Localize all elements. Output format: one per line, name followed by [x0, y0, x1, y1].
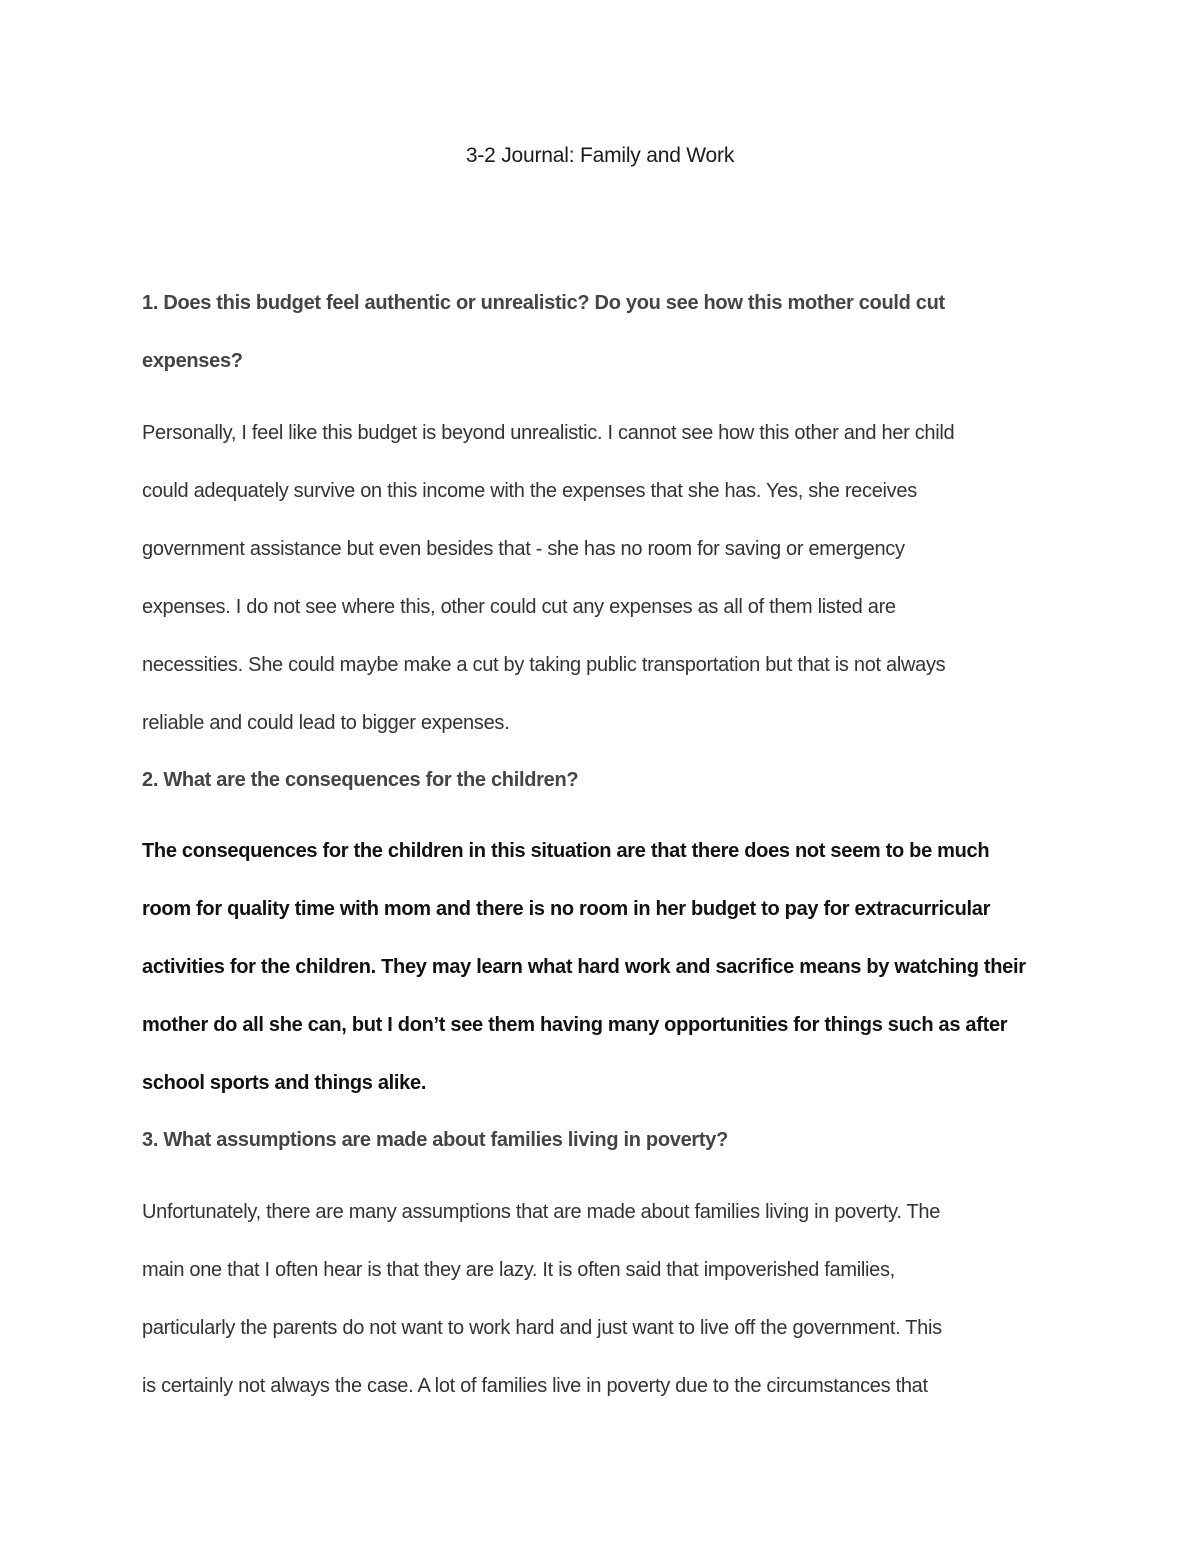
- answer-3-line: Unfortunately, there are many assumptions that are made about families living in poverty. The: [142, 1201, 941, 1223]
- answer-2-line: room for quality time with mom and there is no room in her budget to pay for extracurricular: [142, 898, 991, 920]
- answer-3-line: main one that I often hear is that they are lazy. It is often said that impoverished families,: [142, 1259, 895, 1281]
- answer-2-line: activities for the children. They may learn what hard work and sacrifice means by watching their: [142, 956, 1026, 978]
- question-1: [142, 274, 1072, 390]
- answer-1-line: expenses. I do not see where this, other could cut any expenses as all of them listed are: [142, 596, 896, 618]
- answer-2-line: mother do all she can, but I don’t see them having many opportunities for things such as after: [142, 1014, 1008, 1036]
- answer-3: [142, 1183, 1072, 1415]
- answer-1-line: necessities. She could maybe make a cut by taking public transportation but that is not always: [142, 654, 946, 676]
- answer-1-line: reliable and could lead to bigger expenses.: [142, 712, 510, 734]
- question-1-line: expenses?: [142, 350, 243, 372]
- answer-3-line: is certainly not always the case. A lot of families live in poverty due to the circumstances that: [142, 1375, 928, 1397]
- answer-1-line: could adequately survive on this income with the expenses that she has. Yes, she receives: [142, 480, 917, 502]
- answer-1-line: government assistance but even besides that - she has no room for saving or emergency: [142, 538, 905, 560]
- question-3-line: 3. What assumptions are made about families living in poverty?: [142, 1129, 728, 1151]
- answer-2: [142, 822, 1072, 1112]
- answer-1: [142, 404, 1072, 752]
- question-2: [142, 751, 1072, 809]
- question-1-line: 1. Does this budget feel authentic or unrealistic? Do you see how this mother could cut: [142, 292, 945, 314]
- question-2-line: 2. What are the consequences for the children?: [142, 769, 579, 791]
- answer-2-line: school sports and things alike.: [142, 1072, 427, 1094]
- document-title: 3-2 Journal: Family and Work: [465, 144, 735, 167]
- answer-2-line: The consequences for the children in this situation are that there does not seem to be much: [142, 840, 990, 862]
- question-3: [142, 1111, 1072, 1169]
- answer-1-line: Personally, I feel like this budget is beyond unrealistic. I cannot see how this other and her child: [142, 422, 955, 444]
- answer-3-line: particularly the parents do not want to work hard and just want to live off the government. This: [142, 1317, 942, 1339]
